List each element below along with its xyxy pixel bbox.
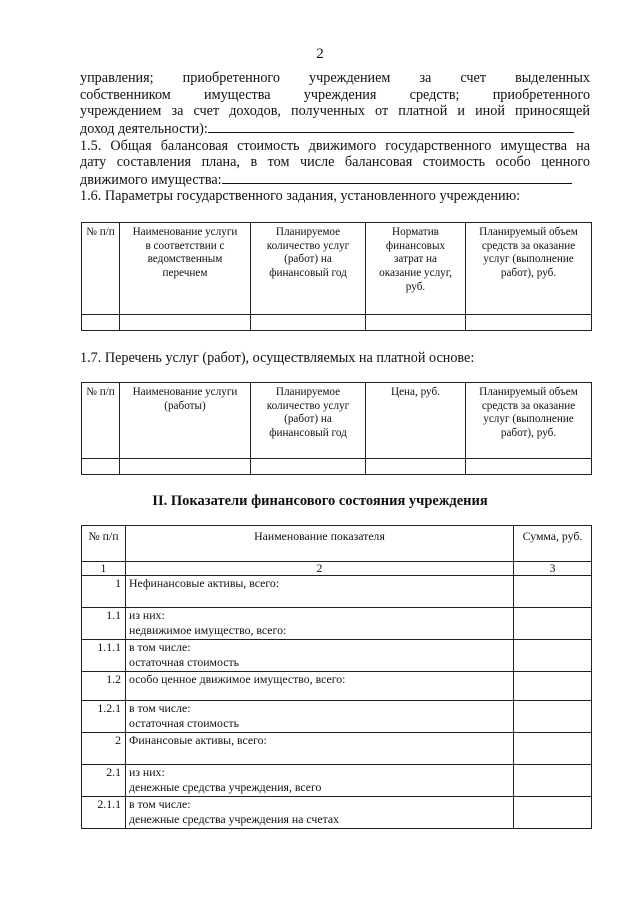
- sum-cell: [514, 576, 592, 608]
- row-label: [126, 672, 514, 701]
- row-number: 1: [82, 576, 126, 608]
- header-cell: Наименование услуги в соответствии с ведомственным перечнем: [120, 223, 251, 315]
- row-number: 2: [82, 733, 126, 765]
- row-number: 2.1.1: [82, 797, 126, 829]
- header-cell: Сумма, руб.: [514, 526, 592, 562]
- column-number: 1: [82, 562, 126, 576]
- column-number-row: [82, 562, 592, 576]
- table-header-row: [82, 223, 592, 315]
- header-cell: Планируемое количество услуг (работ) на финансовый год: [251, 383, 366, 459]
- sum-cell: [514, 640, 592, 672]
- sum-cell: [514, 733, 592, 765]
- row-number: 1.2: [82, 672, 126, 701]
- table-cell: [366, 459, 466, 475]
- row-label: [126, 797, 514, 829]
- table-cell: [120, 459, 251, 475]
- row-label-line: денежные средства учреждения на счетах: [129, 811, 340, 826]
- table-cell: [366, 315, 466, 331]
- sum-cell: [514, 608, 592, 640]
- word: за: [419, 70, 432, 86]
- header-cell: Цена, руб.: [366, 383, 466, 459]
- table-cell: [251, 315, 366, 331]
- sum-cell: [514, 765, 592, 797]
- section-1-6-title: 1.6. Параметры государственного задания, установленного учреждению:: [80, 188, 521, 204]
- row-label: [126, 701, 514, 733]
- table-cell: [120, 315, 251, 331]
- section-2-heading: II. Показатели финансового состояния учреждения: [152, 493, 488, 509]
- state-assignment-table: [81, 222, 592, 331]
- row-label-line: из них:: [129, 608, 165, 622]
- word: средств;: [409, 86, 460, 103]
- word: приобретенного: [182, 70, 280, 86]
- word: счет: [460, 70, 487, 86]
- table-header-row: [82, 383, 592, 459]
- paid-services-table: [81, 382, 592, 475]
- table-cell: [82, 459, 120, 475]
- row-label: [126, 733, 514, 765]
- intro-line-4-text: доход деятельности):: [80, 120, 208, 137]
- header-cell: № п/п: [82, 223, 120, 315]
- word: имущества: [204, 86, 271, 103]
- section-1-7-title: 1.7. Перечень услуг (работ), осуществляемых на платной основе:: [80, 350, 475, 366]
- table-row: [82, 701, 592, 733]
- table-row: [82, 797, 592, 829]
- row-label-line: остаточная стоимость: [129, 654, 239, 669]
- table-cell: [466, 315, 592, 331]
- row-label-line: из них:: [129, 765, 165, 779]
- table-row: [82, 640, 592, 672]
- row-label-line: в том числе:: [129, 797, 191, 811]
- sum-cell: [514, 672, 592, 701]
- row-label-line: недвижимое имущество, всего:: [129, 622, 287, 637]
- sum-cell: [514, 701, 592, 733]
- word: выделенных: [515, 70, 591, 86]
- header-cell: Планируемое количество услуг (работ) на финансовый год: [251, 223, 366, 315]
- table-cell: [466, 459, 592, 475]
- header-cell: Планируемый объем средств за оказание услуг (выполнение работ), руб.: [466, 383, 592, 459]
- section-1-5-line-3: [80, 171, 590, 189]
- fill-in-blank: [222, 171, 572, 184]
- row-label: [126, 608, 514, 640]
- row-label: [126, 640, 514, 672]
- header-cell: Норматив финансовых затрат на оказание услуг, руб.: [366, 223, 466, 315]
- row-label-line: Нефинансовые активы, всего:: [129, 576, 280, 590]
- row-label-line: остаточная стоимость: [129, 715, 239, 730]
- word: приобретенного: [492, 86, 591, 103]
- word: управления;: [80, 70, 154, 86]
- header-cell: № п/п: [82, 383, 120, 459]
- fill-in-blank: [208, 120, 574, 133]
- section-1-5-line-3-text: движимого имущества:: [80, 171, 222, 188]
- row-label-line: Финансовые активы, всего:: [129, 733, 267, 747]
- word: собственником: [80, 86, 171, 103]
- table-row: [82, 672, 592, 701]
- row-label: [126, 576, 514, 608]
- table-row: [82, 765, 592, 797]
- header-cell: Наименование услуги (работы): [120, 383, 251, 459]
- table-row: [82, 576, 592, 608]
- row-number: 1.1: [82, 608, 126, 640]
- word: учреждения: [303, 86, 377, 103]
- sum-cell: [514, 797, 592, 829]
- row-label-line: денежные средства учреждения, всего: [129, 779, 322, 794]
- table-header-row: [82, 526, 592, 562]
- row-number: 1.2.1: [82, 701, 126, 733]
- table-row: [82, 315, 592, 331]
- table-row: [82, 608, 592, 640]
- row-number: 1.1.1: [82, 640, 126, 672]
- intro-line-4: [80, 120, 590, 138]
- table-cell: [82, 315, 120, 331]
- table-row: [82, 459, 592, 475]
- word: учреждением: [309, 70, 391, 86]
- header-cell: Планируемый объем средств за оказание услуг (выполнение работ), руб.: [466, 223, 592, 315]
- row-label-line: в том числе:: [129, 640, 191, 654]
- section-1-5-line-2: дату составления плана, в том числе балансовая стоимость особо ценного: [80, 154, 590, 171]
- intro-line-2: [80, 87, 590, 104]
- column-number: 3: [514, 562, 592, 576]
- section-1-5-line-1: 1.5. Общая балансовая стоимость движимого государственного имущества на: [80, 137, 590, 154]
- page-number: 2: [316, 46, 324, 62]
- row-number: 2.1: [82, 765, 126, 797]
- row-label-line: особо ценное движимое имущество, всего:: [129, 672, 346, 686]
- table-cell: [251, 459, 366, 475]
- intro-line-1: [80, 70, 590, 87]
- financial-indicators-table: [81, 525, 592, 829]
- table-row: [82, 733, 592, 765]
- row-label: [126, 765, 514, 797]
- intro-line-3: учреждением за счет доходов, полученных от платной и иной приносящей: [80, 103, 590, 120]
- header-cell: № п/п: [82, 526, 126, 562]
- row-label-line: в том числе:: [129, 701, 191, 715]
- column-number: 2: [126, 562, 514, 576]
- header-cell: Наименование показателя: [126, 526, 514, 562]
